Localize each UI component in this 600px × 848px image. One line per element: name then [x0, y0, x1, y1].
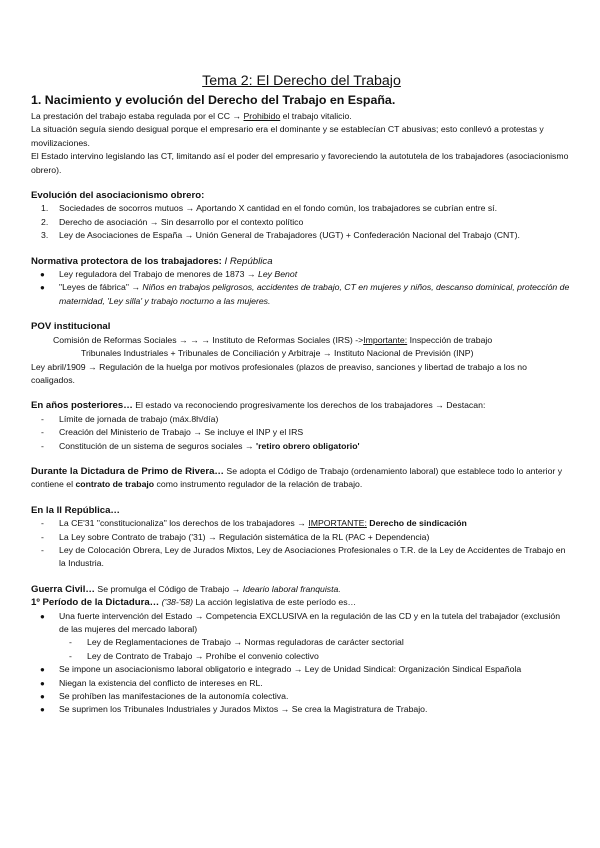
- list-item: - Ley de Colocación Obrera, Ley de Jurados Mixtos, Ley de Asociaciones Profesionales o T.R. de la Ley de Accidentes de Trabajo en la Industria.: [41, 544, 566, 569]
- list-item: - La CE'31 "constitucionaliza" los derechos de los trabajadores → IMPORTANTE: Derecho de sindicación: [41, 518, 467, 529]
- bullet-icon: ●: [40, 678, 45, 688]
- paragraph: La prestación del trabajo estaba regulada por el CC → Prohibido el trabajo vitalicio.: [31, 111, 352, 121]
- list-item: - La Ley sobre Contrato de trabajo ('31) → Regulación sistemática de la RL (PAC + Dependencia): [41, 531, 430, 542]
- list-item: 1. Sociedades de socorros mutuos → Aportando X cantidad en el fondo común, los trabajadores se cubrían entre sí.: [41, 203, 498, 214]
- bullet-icon: ●: [40, 270, 45, 280]
- list-item: - Ley de Contrato de Trabajo → Prohíbe el convenio colectivo: [69, 650, 319, 661]
- list-item: - Creación del Ministerio de Trabajo → Se incluye el INP y el IRS: [41, 427, 304, 438]
- numbered-list: [31, 202, 572, 242]
- list-item: ● Niegan la existencia del conflicto de intereses en RL.: [31, 677, 572, 690]
- list-item: - Constitución de un sistema de seguros sociales → 'retiro obrero obligatorio': [41, 440, 360, 451]
- list-item: ● Una fuerte intervención del Estado → Competencia EXCLUSIVA en la regulación de las CD y en la tutela del trabajador (exclusión de las mujeres del mercado laboral): [40, 610, 561, 634]
- subheading-normativa: Normativa protectora de los trabajadores: I República: [31, 255, 273, 267]
- paragraph-guerra-civil: Guerra Civil… Se promulga el Código de Trabajo → Ideario laboral franquista.: [31, 583, 341, 595]
- paragraph: El Estado intervino legislando las CT, limitando así el poder del empresario y favoreciendo la autotutela de los trabajadores (asociacionismo obrero).: [31, 151, 569, 175]
- paragraph: Ley abril/1909 → Regulación de la huelga por motivos profesionales (plazos de preaviso, sanciones y libertad de trabajo a los no coaligados.: [31, 361, 527, 385]
- dash-list: [31, 413, 572, 453]
- list-item: - Límite de jornada de trabajo (máx.8h/día): [41, 413, 219, 424]
- subheading-evolucion: Evolución del asociacionismo obrero:: [31, 190, 205, 202]
- list-item: - Ley de Reglamentaciones de Trabajo → Normas reguladoras de carácter sectorial: [69, 637, 404, 648]
- list-item: ● Se suprimen los Tribunales Industriales y Jurados Mixtos → Se crea la Magistratura de Trabajo.: [31, 703, 572, 716]
- bullet-icon: ●: [40, 692, 45, 702]
- paragraph-primo-de-rivera: Durante la Dictadura de Primo de Rivera… Se adopta el Código de Trabajo (ordenamiento laboral) que establece todo lo anterior y contiene el contrato de trabajo como instrumento regulador de la relación de trabajo.: [31, 465, 563, 490]
- list-item: ● Ley reguladora del Trabajo de menores de 1873 → Ley Benot: [31, 268, 572, 281]
- paragraph: La situación seguía siendo desigual porque el empresario era el dominante y se establecían CT abusivas; esto conllevó a protestas y movilizaciones.: [31, 124, 544, 148]
- bullet-list: [31, 663, 572, 717]
- subheading-republica: En la II República…: [31, 504, 121, 516]
- section-heading: 1. Nacimiento y evolución del Derecho del Trabajo en España.: [31, 93, 396, 107]
- subheading-pov: POV institucional: [31, 321, 111, 333]
- list-item: ● "Leyes de fábrica" → Niños en trabajos peligrosos, accidentes de trabajo, CT en mujeres y niños, descanso dominical, protección de maternidad, 'Ley silla' y trabajo nocturno a las mujeres.: [40, 282, 570, 306]
- bullet-icon: ●: [40, 611, 45, 621]
- paragraph-posteriores: En años posteriores… El estado va reconociendo progresivamente los derechos de los trabajadores → Destacan:: [31, 400, 486, 412]
- list-item: ● Se impone un asociacionismo laboral obligatorio e integrado → Ley de Unidad Sindical: Organización Sindical Española: [31, 663, 572, 676]
- bullet-icon: ●: [40, 283, 45, 293]
- paragraph: Tribunales Industriales + Tribunales de Conciliación y Arbitraje → Instituto Nacional de Previsión (INP): [81, 348, 474, 359]
- bullet-list: [31, 610, 572, 637]
- list-item: ● Se prohíben las manifestaciones de la autonomía colectiva.: [31, 690, 572, 703]
- paragraph-periodo: 1º Período de la Dictadura… ('38-'58) La acción legislativa de este período es…: [31, 597, 357, 609]
- dash-list: [31, 517, 572, 571]
- bullet-icon: ●: [40, 705, 45, 715]
- document-title: Tema 2: El Derecho del Trabajo: [202, 73, 401, 89]
- sub-dash-list: [31, 636, 572, 663]
- bullet-icon: ●: [40, 665, 45, 675]
- list-item: 2. Derecho de asociación → Sin desarrollo por el contexto político: [41, 216, 304, 227]
- list-item: 3. Ley de Asociaciones de España → Unión General de Trabajadores (UGT) + Confederación Nacional del Trabajo (CNT).: [41, 230, 520, 241]
- bullet-list: [31, 268, 572, 308]
- paragraph: Comisión de Reformas Sociales → → → Instituto de Reformas Sociales (IRS) ->Importante: Inspección de trabajo: [53, 334, 493, 345]
